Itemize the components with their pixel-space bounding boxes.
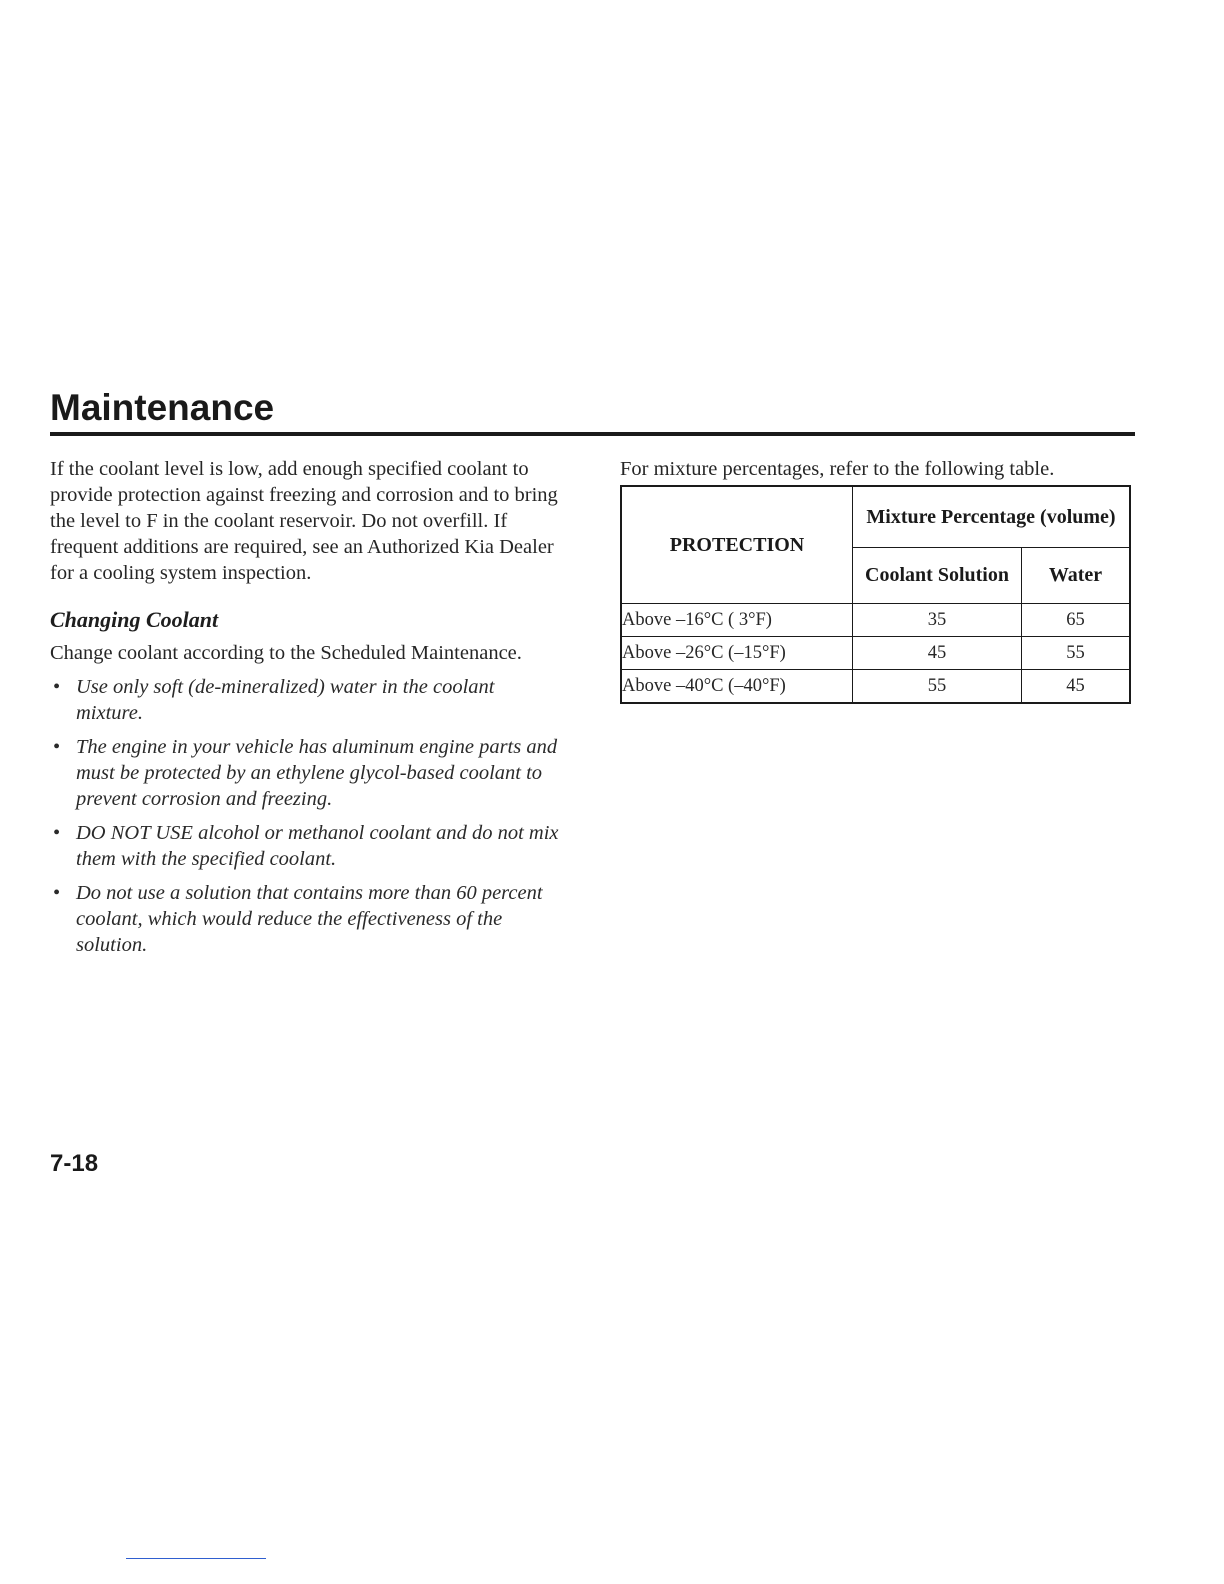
coolant-solution-header: Coolant Solution: [853, 547, 1022, 603]
coolant-cell: 45: [853, 637, 1022, 670]
list-item: [50, 734, 565, 812]
changing-coolant-paragraph: Change coolant according to the Scheduled Maintenance.: [50, 642, 522, 664]
intro-paragraph: If the coolant level is low, add enough specified coolant to provide protection against freezing and corrosion and to bring the level to F in the coolant reservoir. Do not overfill. If frequent additions are required, see an Authorized Kia Dealer for a cooling system inspection.: [50, 458, 558, 584]
mixture-table: [620, 485, 1131, 704]
protection-cell: Above –40°C (–40°F): [621, 670, 853, 704]
bullet-text: Use only soft (de-mineralized) water in the coolant mixture.: [76, 676, 495, 724]
water-cell: 65: [1022, 604, 1131, 637]
bullet-icon: •: [53, 882, 61, 904]
list-item: [50, 820, 565, 872]
bullet-text: Do not use a solution that contains more than 60 percent coolant, which would reduce the effectiveness of the solution.: [76, 882, 543, 956]
protection-cell: Above –26°C (–15°F): [621, 637, 853, 670]
coolant-cell: 55: [853, 670, 1022, 704]
page-number: 7-18: [50, 1150, 99, 1177]
water-cell: 55: [1022, 637, 1131, 670]
coolant-cell: 35: [853, 604, 1022, 637]
bullet-icon: •: [53, 822, 61, 844]
changing-coolant-heading: Changing Coolant: [50, 607, 219, 632]
table-row: [621, 604, 1130, 637]
coolant-bullet-list: [50, 674, 565, 958]
protection-cell: Above –16°C ( 3°F): [621, 604, 853, 637]
table-header-row: [621, 486, 1130, 547]
section-title: Maintenance: [50, 387, 275, 428]
bullet-icon: •: [53, 676, 61, 698]
right-column: [620, 456, 1135, 696]
water-cell: 45: [1022, 670, 1131, 704]
title-divider: [50, 432, 1135, 436]
water-header: Water: [1022, 547, 1131, 603]
table-row: [621, 637, 1130, 670]
bottom-divider: [126, 1558, 266, 1559]
bullet-icon: •: [53, 736, 61, 758]
mixture-percentage-header: Mixture Percentage (volume): [853, 486, 1131, 547]
bullet-text: The engine in your vehicle has aluminum engine parts and must be protected by an ethylene glycol-based coolant to prevent corrosion and freezing.: [76, 736, 558, 810]
left-column: [50, 456, 565, 966]
bullet-text: DO NOT USE alcohol or methanol coolant and do not mix them with the specified coolant.: [76, 822, 559, 870]
table-row: [621, 670, 1130, 704]
table-intro: For mixture percentages, refer to the following table.: [620, 458, 1055, 480]
list-item: [50, 880, 565, 958]
list-item: [50, 674, 565, 726]
protection-header: PROTECTION: [621, 486, 853, 604]
